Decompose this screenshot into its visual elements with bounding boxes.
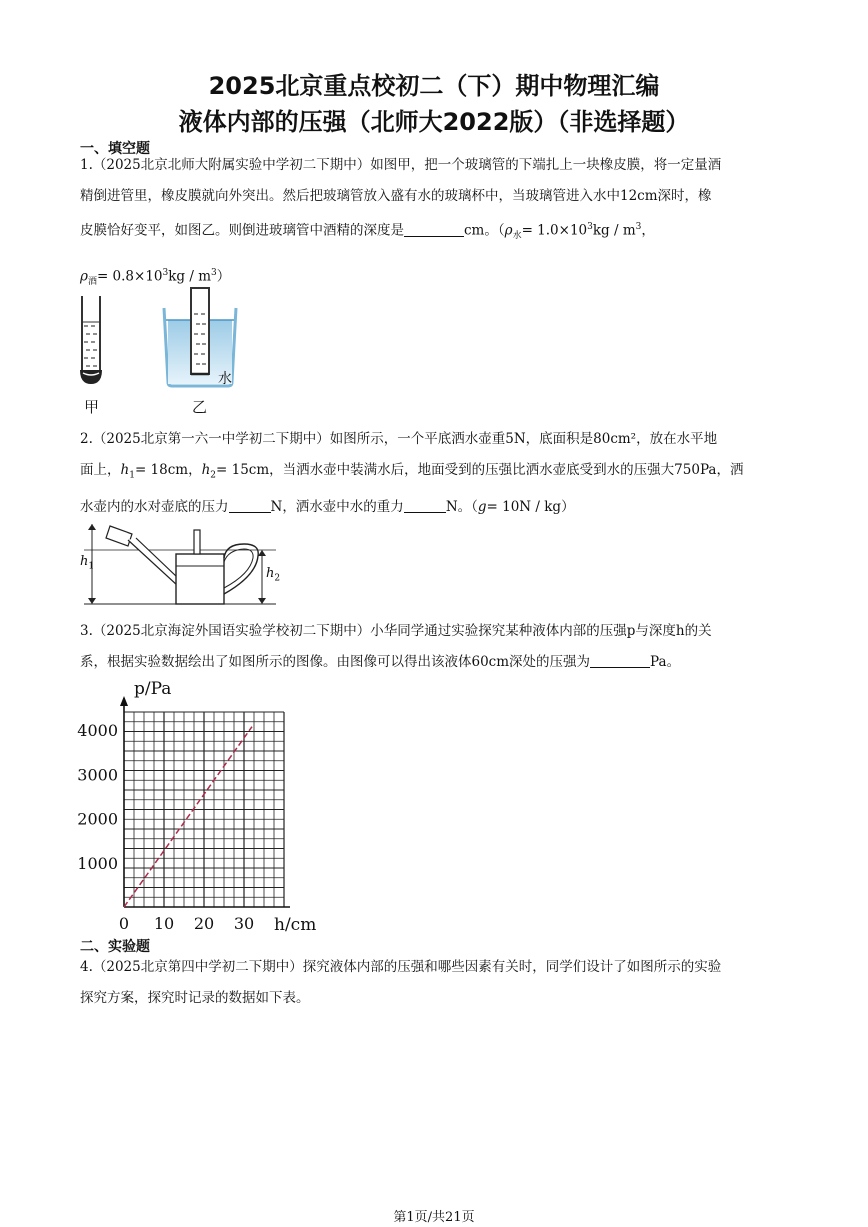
x-tick-label: 20 [193,914,215,933]
h1-label: $h_1$ [80,554,95,572]
q2-line1: 2.（2025北京第一六一中学初二下期中）如图所示，一个平底洒水壶重5N，底面积是80cm²，放在水平地 [80,431,718,447]
q1-line4: $\rho_酒= 0.8\times 10^3kg / m^3$） [80,268,231,288]
y-axis-arrow [120,696,128,706]
y-tick-label: 3000 [77,765,118,785]
figure-tube-a [74,292,108,388]
y-tick-label: 1000 [77,853,118,873]
answer-blank-q3[interactable] [590,653,650,668]
q4-line2: 探究方案，探究时记录的数据如下表。 [80,990,310,1006]
y-axis-label: p/Pa [134,679,172,699]
q1-line2: 精倒进管里，橡皮膜就向外突出。然后把玻璃管放入盛有水的玻璃杯中，当玻璃管进入水中12cm深时，橡 [80,188,712,204]
q2-line2: 面上，$h_1= 18cm$，$h_2= 15cm$，当洒水壶中装满水后，地面受到的压强比洒水壶底受到水的压强大750Pa，洒 [80,462,744,481]
question-3 [80,616,792,678]
q2-line3: 水壶内的水对壶底的压力 N，洒水壶中水的重力 N。（g= 10N / kg） [80,498,575,515]
question-1 [80,150,792,298]
caption-a: 甲 [84,398,100,416]
question-2 [80,424,792,523]
section-experiment: 二、实验题 [80,939,150,955]
water-label: 水 [218,371,232,387]
x-tick-label: 30 [233,914,255,933]
y-tick-label: 2000 [77,809,118,829]
chart-grid [124,712,284,907]
question-4 [80,952,792,1014]
section-fill-blank: 一、填空题 [80,141,150,157]
chart-series [124,727,252,907]
h2-label: $h_2$ [266,566,281,584]
x-tick-label: 10 [153,914,175,933]
page-title: 2025北京重点校初二（下）期中物理汇编 [208,72,660,100]
chart-axes [120,696,290,907]
x-axis-label: h/cm [274,915,317,935]
chart-ticks [77,721,254,933]
x-tick-label: 0 [118,914,130,933]
q3-line1: 3.（2025北京海淀外国语实验学校初二下期中）小华同学通过实验探究某种液体内部的压强p与深度h的关 [80,623,712,639]
y-tick-label: 4000 [77,721,118,741]
series-line [124,727,252,907]
answer-blank-q2-force[interactable] [229,498,271,513]
q1-line3: 皮膜恰好变平，如图乙。则倒进玻璃管中酒精的深度是 cm。（$\rho_水= 1.0\times 10^3kg / m^3$， [80,222,655,242]
q1-line1: 1.（2025北京北师大附属实验中学初二下期中）如图甲，把一个玻璃管的下端扎上一块橡皮膜，将一定量酒 [80,157,722,173]
page-footer: 第1页/共21页 [393,1210,475,1225]
answer-blank-q2-weight[interactable] [404,498,446,513]
q3-line2: 系，根据实验数据绘出了如图所示的图像。由图像可以得出该液体60cm深处的压强为 Pa。 [80,654,681,670]
page-subtitle: 液体内部的压强（北师大2022版）（非选择题） [178,108,690,136]
caption-b: 乙 [192,398,208,416]
pressure-depth-chart [70,672,330,942]
answer-blank-q1[interactable] [404,222,464,237]
figure-watering-can [76,520,282,610]
q4-line1: 4.（2025北京第四中学初二下期中）探究液体内部的压强和哪些因素有关时，同学们设计了如图所示的实验 [80,959,722,975]
